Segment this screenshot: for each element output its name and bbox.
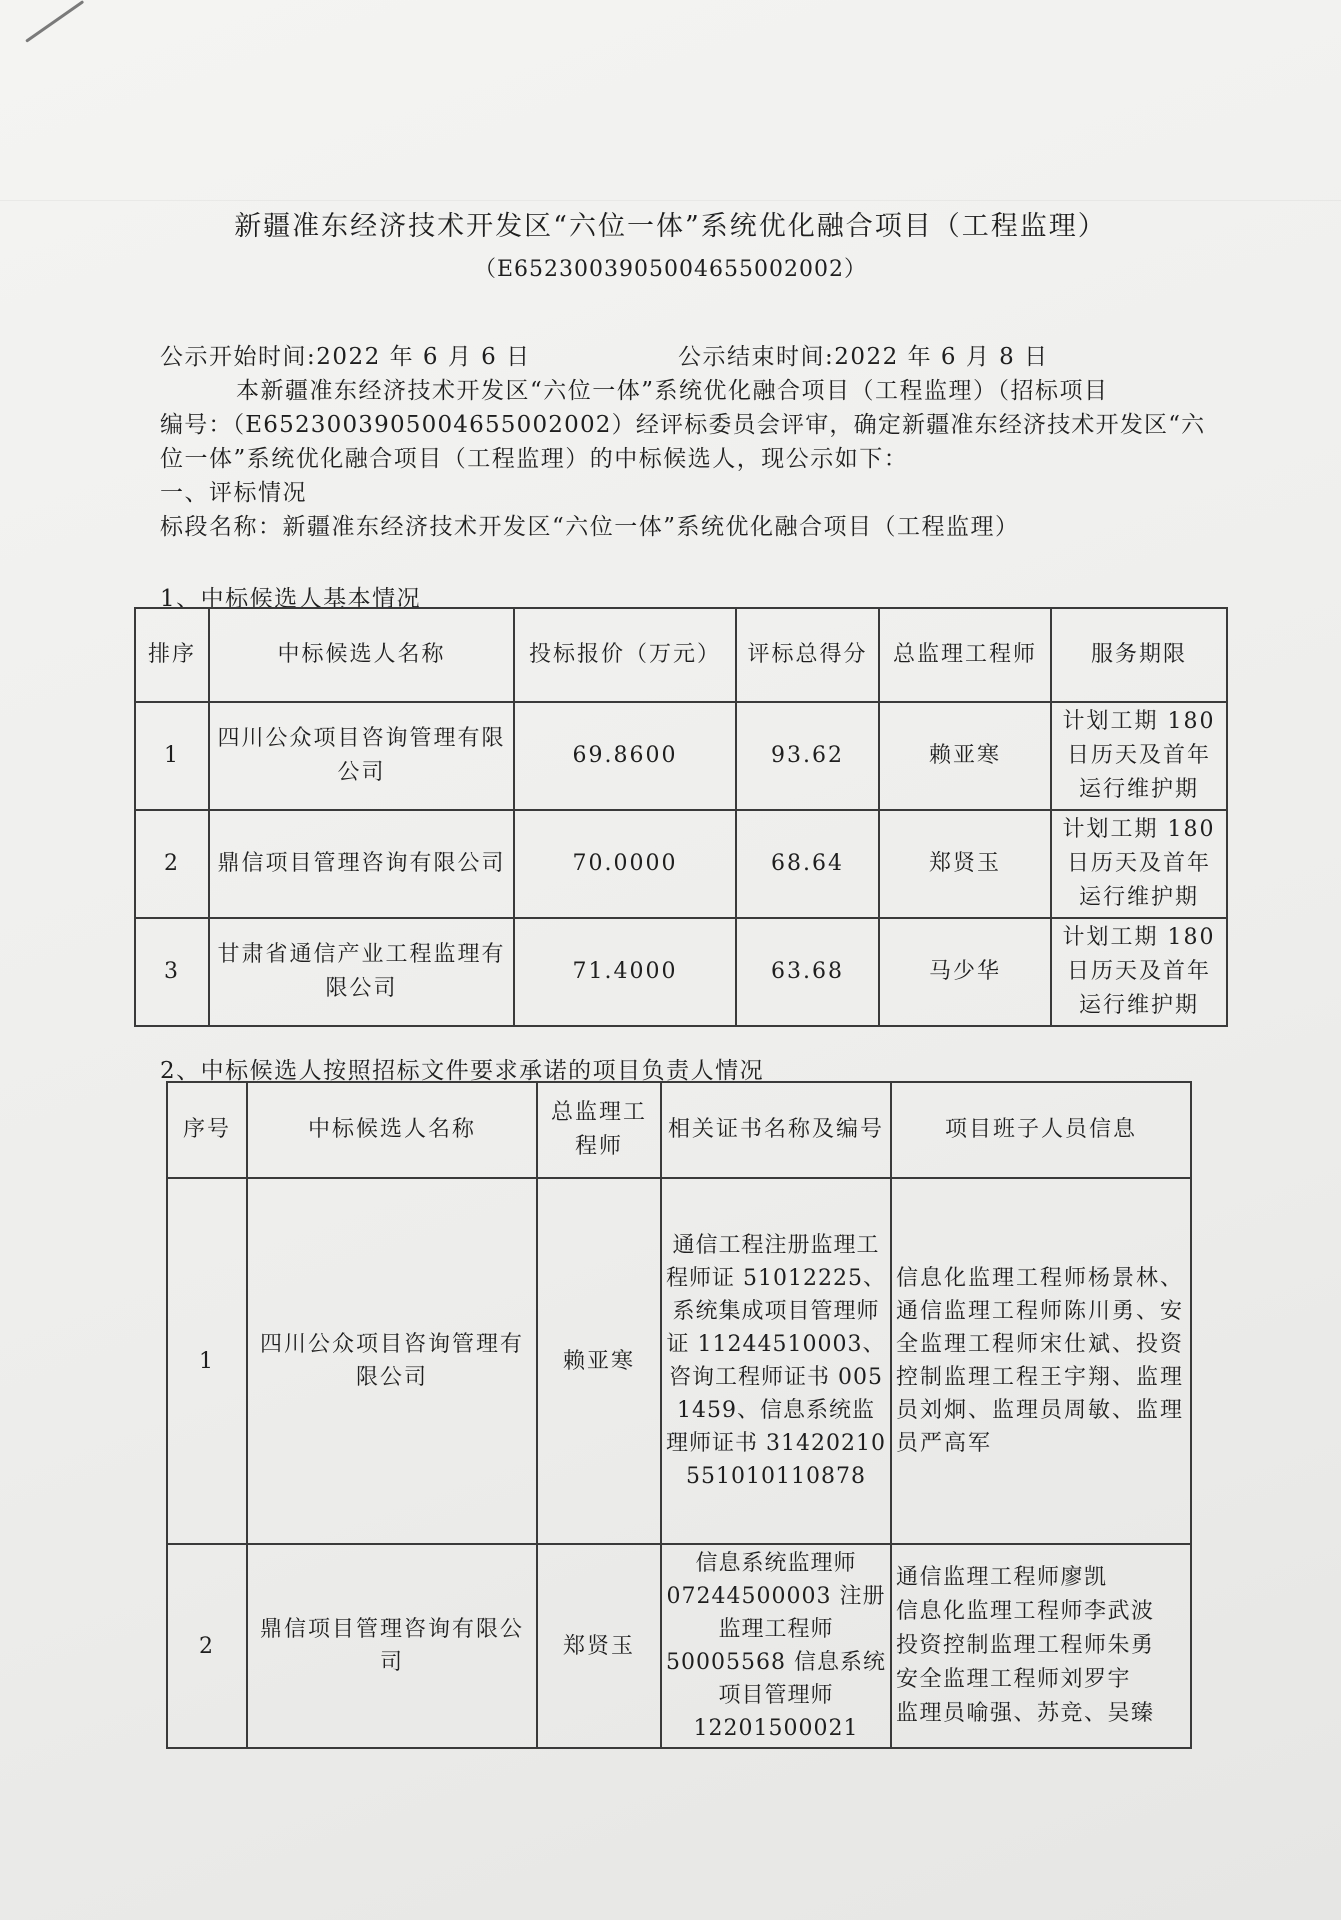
cell-engineer: 马少华 [879,918,1051,1026]
cell-engineer: 赖亚寒 [537,1178,661,1544]
cell-price: 70.0000 [514,810,736,918]
cell-no: 1 [167,1178,247,1544]
cell-score: 68.64 [736,810,879,918]
bid-section-name: 标段名称：新疆准东经济技术开发区“六位一体”系统优化融合项目（工程监理） [160,514,1020,540]
cell-no: 2 [167,1544,247,1748]
cell-certs: 信息系统监理师 07244500003 注册监理工程师 50005568 信息系统项目管理师 12201500021 [661,1544,891,1748]
cell-certs: 通信工程注册监理工程师证 51012225、系统集成项目管理师证 11244510003、咨询工程师证书 0051459、信息系统监理师证书 31420210551010110878 [661,1178,891,1544]
cell-score: 93.62 [736,702,879,810]
table-header-row [167,1082,1191,1178]
header-no: 序号 [167,1082,247,1178]
header-price: 投标报价（万元） [514,608,736,702]
header-engineer: 总监理工程师 [537,1082,661,1178]
cell-engineer: 赖亚寒 [879,702,1051,810]
cell-name: 四川公众项目咨询管理有限公司 [247,1178,537,1544]
header-name: 中标候选人名称 [209,608,514,702]
team-member-line: 监理员喻强、苏竞、吴臻 [896,1701,1155,1726]
cell-rank: 3 [135,918,209,1026]
start-time: 公示开始时间:2022 年 6 月 6 日 [160,344,531,370]
header-score: 评标总得分 [736,608,879,702]
header-certs: 相关证书名称及编号 [661,1082,891,1178]
cell-name: 四川公众项目咨询管理有限公司 [209,702,514,810]
cell-price: 71.4000 [514,918,736,1026]
intro-line-1: 本新疆准东经济技术开发区“六位一体”系统优化融合项目（工程监理）（招标项目 [236,378,1109,404]
cell-team: 信息化监理工程师杨景林、通信监理工程师陈川勇、安全监理工程师宋仕斌、投资控制监理工程王宇翔、监理员刘炯、监理员周敏、监理员严高军 [891,1178,1191,1544]
header-period: 服务期限 [1051,608,1227,702]
team-member-line: 安全监理工程师刘罗宇 [896,1667,1132,1692]
table2-caption: 2、中标候选人按照招标文件要求承诺的项目负责人情况 [160,1058,765,1084]
cell-name: 鼎信项目管理咨询有限公司 [209,810,514,918]
cell-price: 69.8600 [514,702,736,810]
table-row [167,1178,1191,1544]
end-time: 公示结束时间:2022 年 6 月 8 日 [678,344,1049,370]
header-team: 项目班子人员信息 [891,1082,1191,1178]
header-name: 中标候选人名称 [247,1082,537,1178]
team-member-line: 通信监理工程师廖凯 [896,1565,1108,1590]
header-engineer: 总监理工程师 [879,608,1051,702]
header-rank: 排序 [135,608,209,702]
table-row [135,810,1227,918]
table1-caption: 1、中标候选人基本情况 [160,586,422,612]
cell-period: 计划工期 180 日历天及首年运行维护期 [1051,702,1227,810]
table-row [135,918,1227,1026]
team-member-line: 信息化监理工程师李武波 [896,1599,1155,1624]
table-header-row [135,608,1227,702]
paper-fold [0,200,1341,201]
cell-engineer: 郑贤玉 [879,810,1051,918]
cell-team [891,1544,1191,1748]
cell-rank: 2 [135,810,209,918]
cell-period: 计划工期 180 日历天及首年运行维护期 [1051,918,1227,1026]
leaders-table [166,1081,1192,1749]
table-row [167,1544,1191,1748]
cell-engineer: 郑贤玉 [537,1544,661,1748]
cell-name: 鼎信项目管理咨询有限公司 [247,1544,537,1748]
cell-name: 甘肃省通信产业工程监理有限公司 [209,918,514,1026]
team-member-line: 投资控制监理工程师朱勇 [896,1633,1155,1658]
project-code: （E6523003905004655002002） [474,257,867,282]
intro-line-2: 编号：（E6523003905004655002002）经评标委员会评审，确定新疆准东经济技术开发区“六 [160,412,1206,438]
section-heading: 一、评标情况 [160,480,307,506]
document-title: 新疆准东经济技术开发区“六位一体”系统优化融合项目（工程监理） [234,211,1107,242]
candidates-table [134,607,1228,1027]
intro-line-3: 位一体”系统优化融合项目（工程监理）的中标候选人，现公示如下： [160,446,909,472]
cell-rank: 1 [135,702,209,810]
cell-score: 63.68 [736,918,879,1026]
cell-period: 计划工期 180 日历天及首年运行维护期 [1051,810,1227,918]
table-row [135,702,1227,810]
